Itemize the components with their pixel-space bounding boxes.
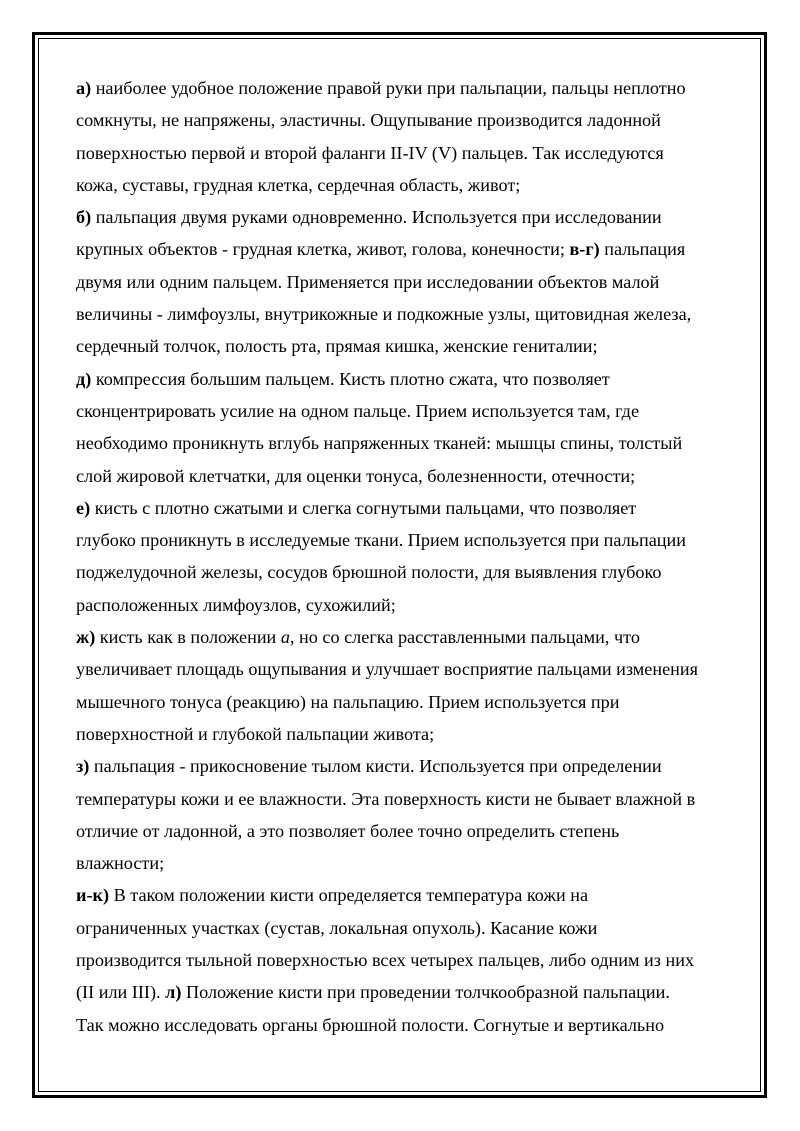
text-line bbox=[76, 137, 726, 169]
text-run: поверхностной и глубокой пальпации живота; bbox=[76, 723, 435, 744]
text-line bbox=[76, 976, 726, 1008]
text-line bbox=[76, 298, 726, 330]
text-run: ограниченных участках (сустав, локальная опухоль). Касание кожи bbox=[76, 917, 598, 938]
text-run: необходимо проникнуть вглубь напряженных тканей: мышцы спины, толстый bbox=[76, 433, 683, 454]
item-label: в-г) bbox=[569, 239, 600, 260]
text-run: двумя или одним пальцем. Применяется при исследовании объектов малой bbox=[76, 271, 660, 292]
text-line bbox=[76, 912, 726, 944]
text-run: поджелудочной железы, сосудов брюшной полости, для выявления глубоко bbox=[76, 562, 662, 583]
text-run: кисть как в положении bbox=[95, 627, 281, 648]
item-label: л) bbox=[165, 982, 182, 1003]
item-label: б) bbox=[76, 207, 92, 228]
text-line bbox=[76, 783, 726, 815]
text-run: компрессия большим пальцем. Кисть плотно сжата, что позволяет bbox=[91, 368, 610, 389]
item-label: д) bbox=[76, 368, 92, 389]
text-line bbox=[76, 524, 726, 556]
text-run: Так можно исследовать органы брюшной полости. Согнутые и вертикально bbox=[76, 1014, 665, 1035]
item-label: и-к) bbox=[76, 885, 110, 906]
text-line bbox=[76, 815, 726, 847]
text-run: влажности; bbox=[76, 853, 165, 874]
text-line bbox=[76, 718, 726, 750]
text-run: сомкнуты, не напряжены, эластичны. Ощупывание производится ладонной bbox=[76, 110, 661, 131]
text-line bbox=[76, 169, 726, 201]
item-label: з) bbox=[76, 756, 90, 777]
text-line bbox=[76, 104, 726, 136]
text-line bbox=[76, 395, 726, 427]
text-line bbox=[76, 621, 726, 653]
item-label: ж) bbox=[76, 627, 96, 648]
item-label: е) bbox=[76, 497, 91, 518]
text-run: глубоко проникнуть в исследуемые ткани. Прием используется при пальпации bbox=[76, 530, 686, 551]
text-line bbox=[76, 653, 726, 685]
text-line bbox=[76, 944, 726, 976]
text-run: поверхностью первой и второй фаланги II-IV (V) пальцев. Так исследуются bbox=[76, 142, 664, 163]
text-line bbox=[76, 686, 726, 718]
text-run: пальпация - прикосновение тылом кисти. Используется при определении bbox=[89, 756, 662, 777]
text-run: мышечного тонуса (реакцию) на пальпацию. Прием используется при bbox=[76, 691, 620, 712]
text-run: наиболее удобное положение правой руки при пальпации, пальцы неплотно bbox=[91, 78, 686, 98]
text-line bbox=[76, 233, 726, 265]
text-run: температуры кожи и ее влажности. Эта поверхность кисти не бывает влажной в bbox=[76, 788, 696, 809]
text-run: отличие от ладонной, а это позволяет более точно определить степень bbox=[76, 820, 620, 841]
text-line bbox=[76, 330, 726, 362]
text-line bbox=[76, 879, 726, 911]
text-line bbox=[76, 266, 726, 298]
text-run: пальпация bbox=[599, 239, 686, 260]
text-line bbox=[76, 556, 726, 588]
text-run: слой жировой клетчатки, для оценки тонуса, болезненности, отечности; bbox=[76, 465, 636, 486]
text-line bbox=[76, 750, 726, 782]
text-run: (II или III). bbox=[76, 982, 166, 1003]
text-run: расположенных лимфоузлов, сухожилий; bbox=[76, 594, 396, 615]
text-line bbox=[76, 363, 726, 395]
text-line bbox=[76, 72, 726, 104]
text-line bbox=[76, 847, 726, 879]
text-line bbox=[76, 589, 726, 621]
text-run: кожа, суставы, грудная клетка, сердечная область, живот; bbox=[76, 174, 521, 195]
text-run: В таком положении кисти определяется температура кожи на bbox=[109, 885, 589, 906]
text-run: сконцентрировать усилие на одном пальце. Прием используется там, где bbox=[76, 400, 640, 421]
text-line bbox=[76, 492, 726, 524]
text-run: , но со слегка расставленными пальцами, что bbox=[289, 627, 640, 648]
text-run: величины - лимфоузлы, внутрикожные и подкожные узлы, щитовидная железа, bbox=[76, 304, 692, 325]
text-run: увеличивает площадь ощупывания и улучшает восприятие пальцами изменения bbox=[76, 659, 698, 680]
text-run: Положение кисти при проведении толчкообразной пальпации. bbox=[181, 982, 670, 1003]
document-body bbox=[76, 72, 726, 1041]
italic-reference: а bbox=[280, 627, 290, 648]
text-run: пальпация двумя руками одновременно. Используется при исследовании bbox=[91, 207, 662, 228]
item-label: а) bbox=[76, 78, 92, 98]
text-run: кисть с плотно сжатыми и слегка согнутыми пальцами, что позволяет bbox=[90, 497, 637, 518]
text-run: сердечный толчок, полость рта, прямая кишка, женские гениталии; bbox=[76, 336, 598, 357]
text-line bbox=[76, 1009, 726, 1041]
text-run: крупных объектов - грудная клетка, живот, голова, конечности; bbox=[76, 239, 570, 260]
text-line bbox=[76, 460, 726, 492]
text-run: производится тыльной поверхностью всех четырех пальцев, либо одним из них bbox=[76, 950, 695, 971]
text-line bbox=[76, 427, 726, 459]
text-line bbox=[76, 201, 726, 233]
